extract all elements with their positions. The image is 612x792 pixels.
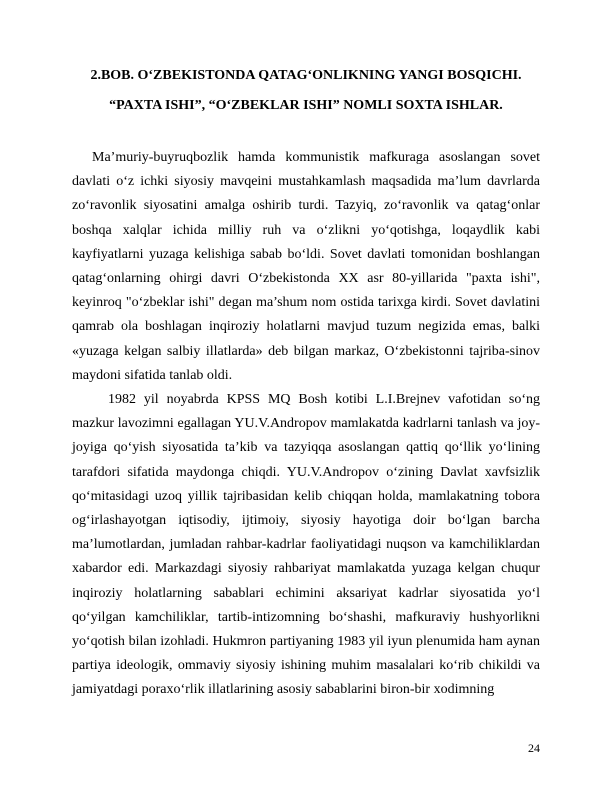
paragraph-1: Ma’muriy-buyruqbozlik hamda kommunistik mafkuraga asoslangan sovet davlati o‘z ichki siyosiy mavqeini mustahkamlash maqsadida ma’lum davrlarda zo‘ravonlik siyosatini amalga oshirib turdi. Tazyiq, zo‘ravonlik va qatag‘onlar boshqa xalqlar ichida milliy ruh va o‘zlikni yo‘qotishga, loqaydlik kabi kayfiyatlarni yuzaga kelishiga sabab bo‘ldi. Sovet davlati tomonidan boshlangan qatag‘onlarning ohirgi davri O‘zbekistonda XX asr 80-yillarida "paxta ishi", keyinroq "o‘zbeklar ishi" degan ma’shum nom ostida tarixga kirdi. Sovet davlatini qamrab ola boshlagan inqiroziy holatlarni mavjud tuzum negizida emas, balki «yuzaga kelgan salbiy illatlarda» deb bilgan markaz, O‘zbekistonni tajriba-sinov maydoni sifatida tanlab oldi. bbox=[72, 150, 540, 383]
chapter-title-line-1: 2.BOB. O‘ZBEKISTONDA QATAG‘ONLIKNING YANGI BOSQICHI. bbox=[90, 68, 522, 83]
paragraph-2: 1982 yil noyabrda KPSS MQ Bosh kotibi L.I.Brejnev vafotidan so‘ng mazkur lavozimni egallagan YU.V.Andropov mamlakatda kadrlarni tanlash va joy-joyiga qo‘yish siyosatida ta’kib va tazyiqqa asoslangan qattiq qo‘llik yo‘lining tarafdori sifatida maydonga chiqdi. YU.V.Andropov o‘zining Davlat xavfsizlik qo‘mitasidagi uzoq yillik tajribasidan kelib chiqqan holda, mamlakatning tobora og‘irlashayotgan iqtisodiy, ijtimoiy, siyosiy hayotiga doir bo‘lgan barcha ma’lumotlardan, jumladan rahbar-kadrlar faoliyatidagi nuqson va kamchiliklardan xabardor edi. Markazdagi siyosiy rahbariyat mamlakatda yuzaga kelgan chuqur inqiroziy holatlarning sabablari echimini aksariyat kadrlar siyosatida yo‘l qo‘yilgan kamchiliklar, tartib-intizomning bo‘shashi, mafkuraviy hushyorlikni yo‘qotish bilan izohladi. Hukmron partiyaning 1983 yil iyun plenumida ham aynan partiya ideologik, ommaviy siyosiy ishining muhim masalalari ko‘rib chikildi va jamiyatdagi poraxo‘rlik illatlarining asosiy sabablarini biron-bir xodimning bbox=[72, 392, 540, 698]
body-text bbox=[72, 146, 540, 703]
page-number: 24 bbox=[528, 741, 540, 755]
chapter-title-line-2: “PAXTA ISHI”, “O‘ZBEKLAR ISHI” NOMLI SOXTA ISHLAR. bbox=[109, 98, 503, 113]
